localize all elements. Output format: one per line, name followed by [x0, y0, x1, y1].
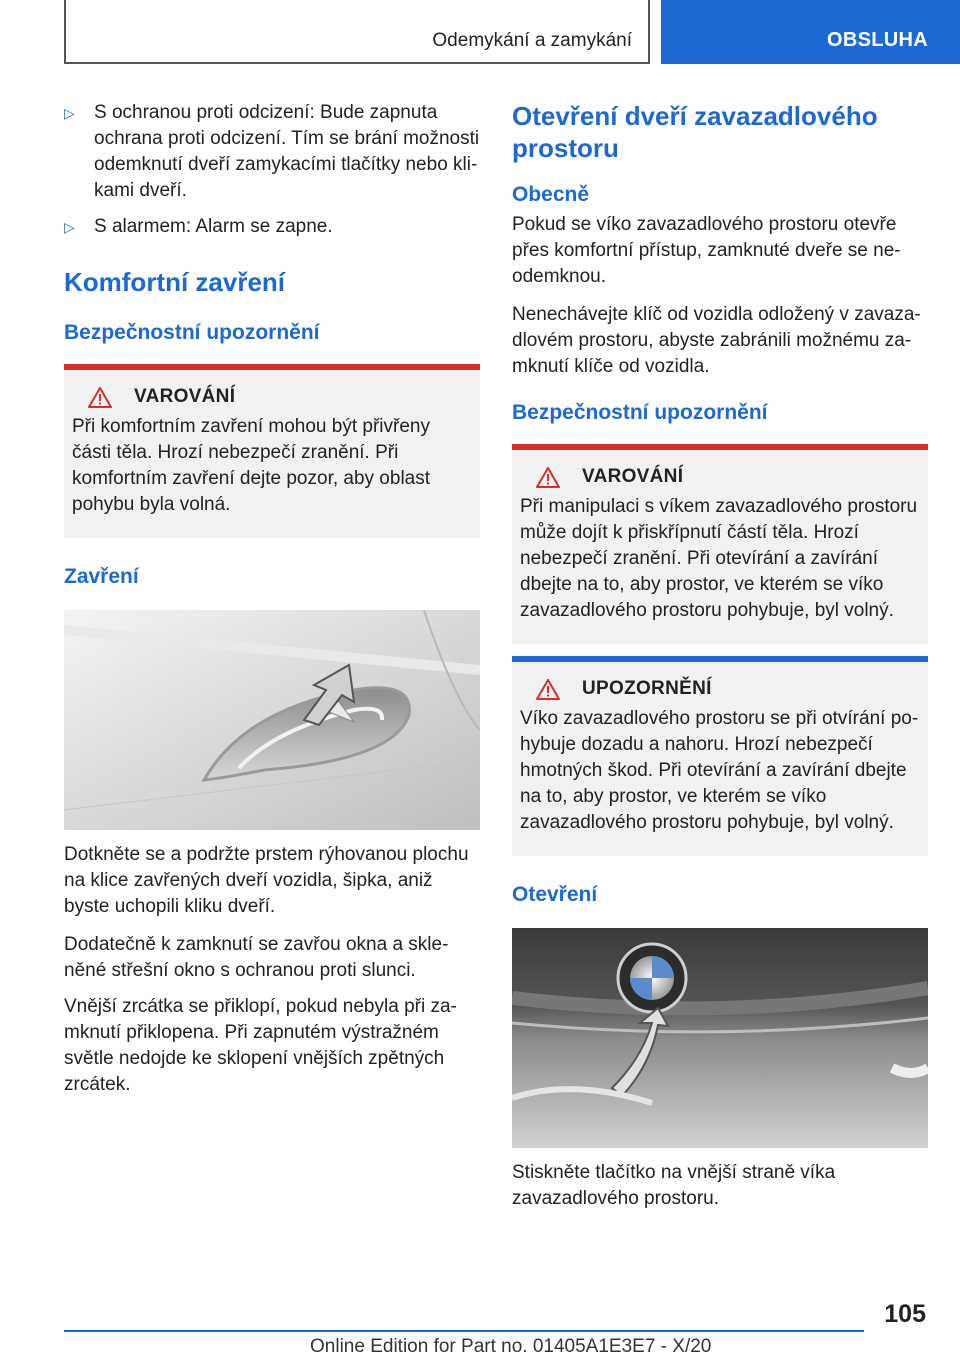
header-chapter-tab [661, 0, 960, 64]
warning-box-header [520, 466, 920, 488]
notice-box [512, 656, 928, 856]
triangle-bullet-icon: ▷ [64, 219, 75, 235]
header-chapter-label: OBSLUHA [827, 29, 928, 51]
paragraph: Vnější zrcátka se přiklopí, pokud nebyla při zamknutí přiklopena. Při zapnutém výstražném světle nedojde ke sklopení vnějších zpětných zrcátek. [64, 996, 457, 1095]
door-handle-image [64, 610, 480, 830]
list-item [64, 100, 480, 204]
list-item-text: S ochranou proti odcizení: Bude zapnuta ochrana proti odcizení. Tím se brání možnosti odemknutí dveří zamykacími tlačítky nebo klikami dveří. [94, 102, 480, 201]
footer-edition: Online Edition for Part no. 01405A1E3E7 - X/20 [310, 1336, 712, 1357]
right-column [512, 100, 928, 1212]
footer-divider [64, 1330, 864, 1332]
paragraph: Pokud se víko zavazadlového prostoru otevře přes komfortní přístup, zamknuté dveře se neodemknou. [512, 214, 901, 287]
warning-label: VAROVÁNÍ [582, 466, 684, 487]
warning-text: Při manipulaci s víkem zavazadlového prostoru může dojít k přiskřípnutí částí těla. Hrozí nebezpečí zranění. Při otevírání a zavírání dbejte na to, aby prostor, ve kterém se víko zavazadlového prostoru pohybuje, byl volný. [520, 496, 918, 621]
notice-label: UPOZORNĚNÍ [582, 678, 712, 699]
paragraph: Dodatečně k zamknutí se zavřou okna a skleněné střešní okno s ochranou proti slunci. [64, 934, 449, 981]
heading-general: Obecně [512, 183, 590, 206]
left-column [64, 100, 480, 1098]
warning-box [512, 444, 928, 644]
paragraph: Nenechávejte klíč od vozidla odložený v zavazadlovém prostoru, abyste zabránili možnému zamknutí klíče od vozidla. [512, 304, 921, 377]
paragraph: Dotkněte se a podržte prstem rýhovanou plochu na klice zavřených dveří vozidla, šipka, aniž byste uchopili kliku dveří. [64, 844, 469, 917]
warning-triangle-icon [88, 387, 112, 408]
page-number: 105 [884, 1300, 926, 1328]
notice-text: Víko zavazadlového prostoru se při otvírání pohybuje dozadu a nahoru. Hrozí nebezpečí hmotných škod. Při otevírání a zavírání dbejte na to, aby prostor, ve kterém se víko zavazadlového prostoru pohybuje, byl volný. [520, 708, 919, 833]
warning-box-header [72, 386, 472, 408]
heading-opening: Otevření [512, 883, 598, 906]
warning-text: Při komfortním zavření mohou být přivřeny části těla. Hrozí nebezpečí zranění. Při komfortním zavření dejte pozor, aby oblast pohybu byla volná. [72, 416, 431, 515]
list-item [64, 214, 480, 240]
heading-open-trunk: Otevření dveří zavazadlového prostoru [512, 101, 878, 163]
header-section-box [64, 0, 650, 64]
trunk-button-image [512, 928, 928, 1148]
warning-triangle-icon [536, 467, 560, 488]
heading-closing: Zavření [64, 565, 139, 588]
heading-safety-notes: Bezpečnostní upozornění [512, 401, 768, 424]
notice-triangle-icon [536, 679, 560, 700]
heading-comfort-close: Komfortní zavření [64, 267, 286, 297]
heading-safety-notes: Bezpečnostní upozornění [64, 321, 320, 344]
triangle-bullet-icon: ▷ [64, 105, 75, 121]
warning-label: VAROVÁNÍ [134, 386, 236, 407]
list-item-text: S alarmem: Alarm se zapne. [94, 216, 333, 237]
notice-box-header [520, 678, 920, 700]
warning-box [64, 364, 480, 538]
paragraph: Stiskněte tlačítko na vnější straně víka zavazadlového prostoru. [512, 1162, 836, 1209]
header-section-title: Odemykání a zamykání [432, 30, 632, 51]
